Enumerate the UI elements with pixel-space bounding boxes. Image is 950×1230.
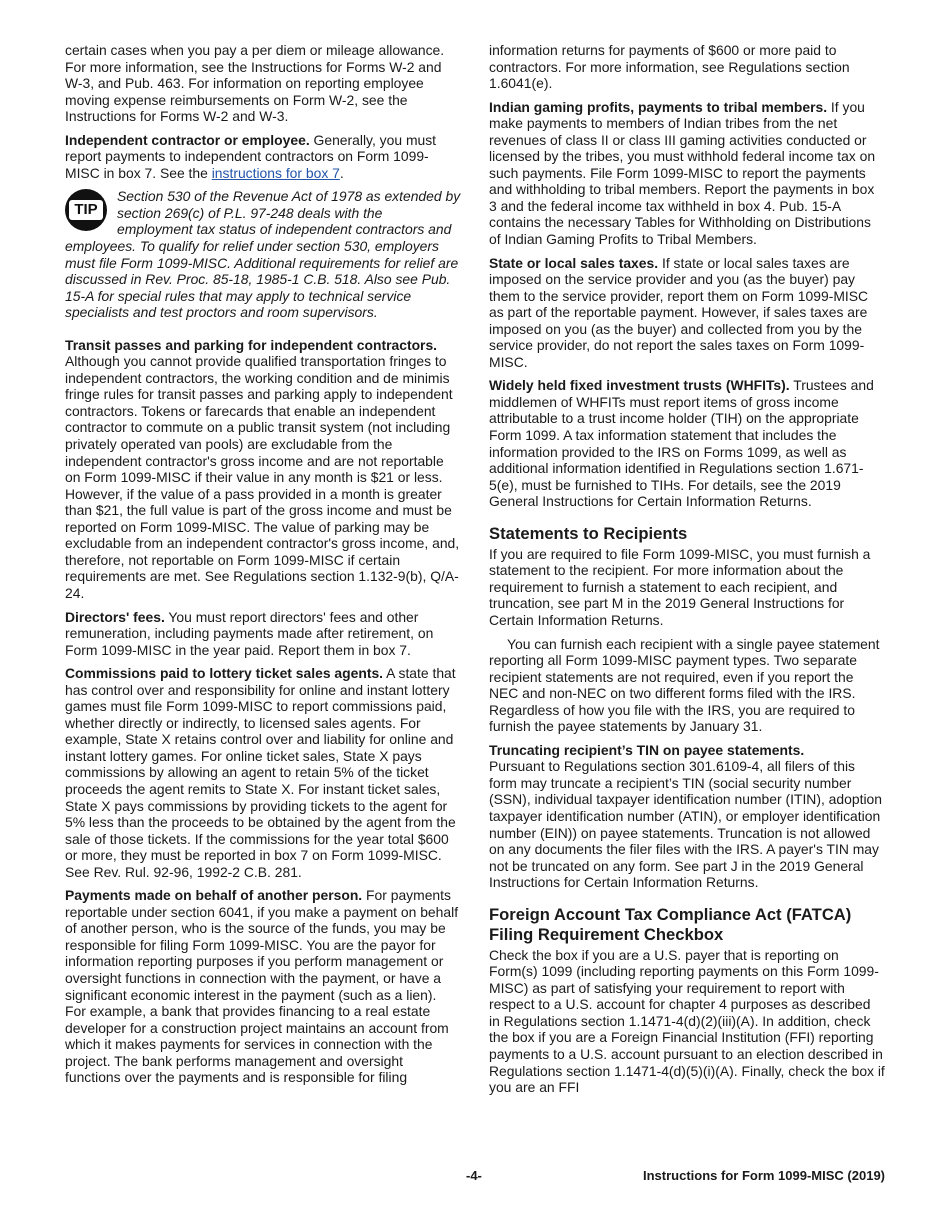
period: . bbox=[339, 164, 344, 181]
tip-label: TIP bbox=[69, 200, 103, 220]
text-gaming: If you make payments to members of Indian tribes from the net revenues of class II or class III gaming activities conducted or licensed by the tribes, you must withhold federal income tax on such payments. File Form 1099-MISC to report the payments and withholding to tribal members. Report the payments in box 3 and the federal income tax withheld in box 4. Pub. 15-A contains the necessary Tables for Withholding on Distributions of Indian Gaming Profits to Tribal Members. bbox=[489, 98, 876, 248]
paragraph-info-returns: information returns for payments of $600 or more paid to contractors. For more information, see Regulations section 1.6041(e). bbox=[489, 42, 850, 92]
paragraph-directors bbox=[65, 609, 461, 659]
paragraph-gaming bbox=[489, 99, 885, 248]
heading-directors: Directors' fees. bbox=[65, 608, 165, 625]
right-column bbox=[489, 42, 885, 1103]
heading-truncating: Truncating recipient’s TIN on payee statements. bbox=[489, 741, 805, 758]
text-whfit: Trustees and middlemen of WHFITs must report items of gross income attributable to a trust income holder (TIH) on the appropriate Form 1099. A tax information statement that includes the information provided to the IRS on Forms 1099, as well as additional information identified in Regulations section 1.671-5(e), must be furnished to TIHs. For details, see the 2019 General Instructions for Certain Information Returns. bbox=[489, 377, 874, 510]
heading-lottery: Commissions paid to lottery ticket sales agents. bbox=[65, 665, 384, 682]
text-lottery: A state that has control over and responsibility for online and instant lottery games must file Form 1099-MISC to report commissions paid, whether directly or indirectly, to licensed sales agents. For example, State X retains control over and liability for online and instant lottery games. For online ticket sales, State X pays commissions by allowing an agent to retain 5% of the ticket proceeds the agent remits to State X. For instant ticket sales, State X pays commissions by providing tickets to the agent for 5% less than the proceeds to be obtained by the agent from the sale of those tickets. If the commissions for the year total $600 or more, they must be reported in box 7 on Form 1099-MISC. See Rev. Rul. 92-96, 1992-2 C.B. 281. bbox=[65, 665, 456, 880]
paragraph-statements-1: If you are required to file Form 1099-MISC, you must furnish a statement to the recipient. For more information about the requirement to furnish a statement to each recipient, and truncation, see part M in the 2019 General Instructions for Certain Information Returns. bbox=[489, 545, 871, 628]
text-behalf: For payments reportable under section 6041, if you make a payment on behalf of another person, who is the source of the funds, you may be responsible for filing Form 1099-MISC. You are the payor for information reporting purposes if you perform management or oversight functions in connection with the payment, or have a significant economic interest in the payment (such as a lien). For example, a bank that provides financing to a real estate developer for a construction project maintains an account from which it makes payments for services in connection with the project. The bank performs management and oversight functions over the payments and is responsible for filing bbox=[65, 887, 459, 1086]
heading-sales-taxes: State or local sales taxes. bbox=[489, 254, 659, 271]
link-instructions-box-7[interactable]: instructions for box 7 bbox=[211, 164, 340, 181]
tip-icon bbox=[65, 189, 109, 231]
paragraph-whfit bbox=[489, 377, 885, 509]
heading-gaming: Indian gaming profits, payments to tribal members. bbox=[489, 98, 828, 115]
paragraph-sales-taxes bbox=[489, 255, 885, 371]
heading-independent-contractor: Independent contractor or employee. bbox=[65, 131, 310, 148]
paragraph-statements-2: You can furnish each recipient with a single payee statement reporting all Form 1099-MISC payment types. Two separate recipient statements are not required, even if you report the NEC and non-NEC on two different forms filed with the IRS. Regardless of how you file with the IRS, you are required to furnish the payee statements by January 31. bbox=[489, 635, 880, 735]
tip-block bbox=[65, 188, 461, 320]
heading-whfit: Widely held fixed investment trusts (WHFITs). bbox=[489, 377, 790, 394]
left-column bbox=[65, 42, 461, 1093]
heading-transit: Transit passes and parking for independent contractors. bbox=[65, 336, 438, 353]
paragraph-lottery bbox=[65, 665, 461, 880]
paragraph-transit bbox=[65, 337, 461, 602]
paragraph-independent-contractor bbox=[65, 132, 461, 182]
text-sales-taxes: If state or local sales taxes are imposed on the service provider and you (as the buyer) pay them to the service provider, report them on Form 1099-MISC as part of the reportable payment. However, if sales taxes are imposed on you (as the buyer) and collected from you by the service provider, do not report the sales taxes on Form 1099-MISC. bbox=[489, 254, 869, 370]
text-truncating: Pursuant to Regulations section 301.6109-4, all filers of this form may truncate a recipient’s TIN (social security number (SSN), individual taxpayer identification number (ITIN), adoption taxpayer identification number (ATIN), or employer identification number (EIN)) on payee statements. Truncation is not allowed on any documents the filer files with the IRS. A payer's TIN may not be truncated on any form. See part J in the 2019 General Instructions for Certain Information Returns. bbox=[489, 758, 882, 891]
paragraph-behalf bbox=[65, 887, 461, 1086]
section-heading-fatca: Foreign Account Tax Compliance Act (FATCA) Filing Requirement Checkbox bbox=[489, 904, 852, 944]
text-independent-contractor: Generally, you must report payments to independent contractors on Form 1099-MISC in box 7. See the bbox=[65, 131, 437, 181]
page-number: -4- bbox=[466, 1168, 482, 1183]
paragraph-truncating bbox=[489, 742, 885, 891]
section-heading-statements: Statements to Recipients bbox=[489, 523, 688, 543]
paragraph-fatca: Check the box if you are a U.S. payer that is reporting on Form(s) 1099 (including reporting payments on this Form 1099-MISC) as part of satisfying your requirement to report with respect to a U.S. account for chapter 4 purposes as described in Regulations section 1.1471-4(d)(2)(iii)(A). In addition, check the box if you are a Foreign Financial Institution (FFI) reporting payments to a U.S. account pursuant to an election described in Regulations section 1.1471-4(d)(5)(i)(A). Finally, check the box if you are an FFI bbox=[489, 946, 885, 1096]
text-directors: You must report directors' fees and other remuneration, including payments made after retirement, on Form 1099-MISC in the year paid. Report them in box 7. bbox=[65, 608, 434, 658]
tip-text: Section 530 of the Revenue Act of 1978 as extended by section 269(c) of P.L. 97-248 deals with the employment tax status of independent contractors and employees. To qualify for relief under section 530, employers must file Form 1099-MISC. Additional requirements for relief are discussed in Rev. Proc. 85-18, 1985-1 C.B. 518. Also see Pub. 15-A for special rules that may apply to technical service specialists and test proctors and room supervisors. bbox=[65, 188, 461, 321]
heading-behalf: Payments made on behalf of another person. bbox=[65, 887, 363, 904]
paragraph-per-diem: certain cases when you pay a per diem or mileage allowance. For more information, see the Instructions for Forms W-2 and W-3, and Pub. 463. For information on reporting employee moving expense reimbursements on Form W-2, see the Instructions for Forms W-2 and W-3. bbox=[65, 42, 445, 125]
document-title: Instructions for Form 1099-MISC (2019) bbox=[643, 1168, 885, 1183]
text-transit: Although you cannot provide qualified transportation fringes to independent contractors, the working condition and de minimis fringe rules for transit passes and parking apply to independent contractors. Tokens or farecards that enable an independent contractor to commute on a public transit system (not including privately operated van pools) are excludable from the independent contractor's gross income and are not reportable on Form 1099-MISC if their value in any month is $21 or less. However, if the value of a pass provided in a month is greater than $21, the full value is part of the gross income and must be reported on Form 1099-MISC. The value of parking may be excludable from an independent contractor's gross income, and, therefore, not reportable on Form 1099-MISC if certain requirements are met. See Regulations section 1.132-9(b), Q/A-24. bbox=[65, 353, 460, 601]
